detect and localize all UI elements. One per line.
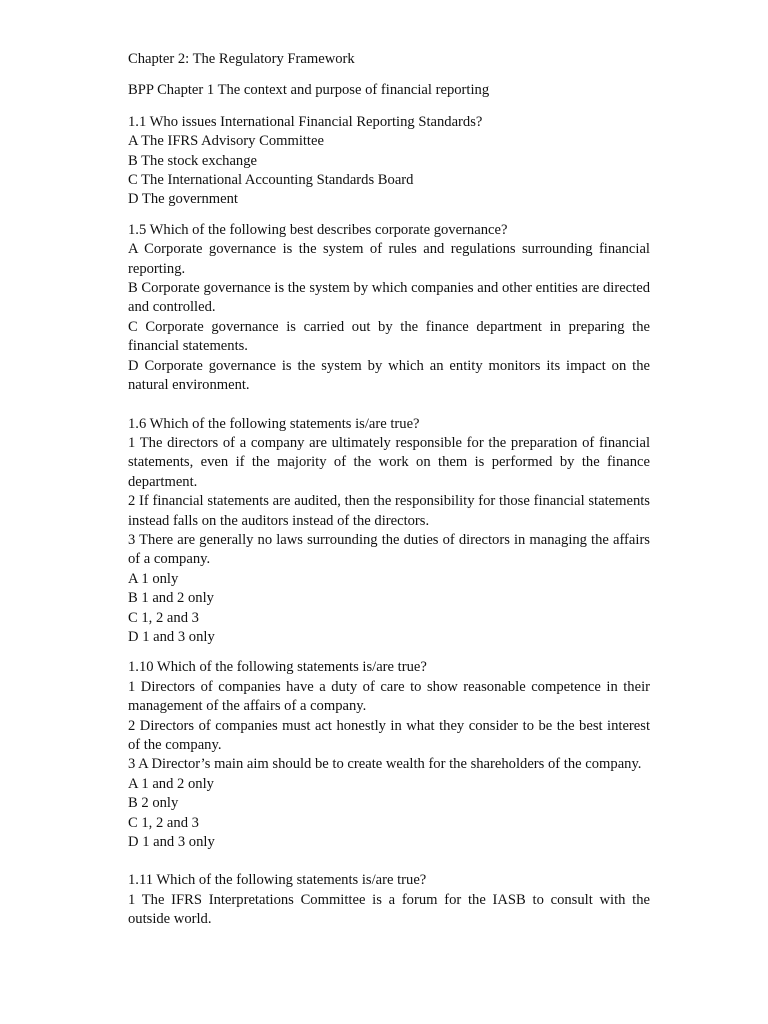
statement-2: 2 If financial statements are audited, then the responsibility for those financial statements instead falls on the auditors instead of the directors. [128,493,650,529]
question-text: 1.11 Which of the following statements is/are true? [128,872,427,889]
statement-3: 3 There are generally no laws surrounding the duties of directors in managing the affairs of a company. [128,531,650,568]
option-c: C Corporate governance is carried out by the finance department in preparing the financial statements. [128,318,650,355]
option-d: D 1 and 3 only [128,834,215,851]
question-1-1 [128,113,650,210]
chapter-title: Chapter 2: The Regulatory Framework [128,51,355,67]
statement-3: 3 A Director’s main aim should be to create wealth for the shareholders of the company. [128,756,642,773]
option-d: D The government [128,191,238,208]
option-b: B The stock exchange [128,152,258,169]
document-page [128,50,650,930]
question-1-5 [128,221,650,396]
statement-1: 1 The directors of a company are ultimately responsible for the preparation of financial statements, even if the majority of the work on them is performed by the finance department. [128,434,650,490]
option-c: C 1, 2 and 3 [128,814,199,831]
option-d: D Corporate governance is the system by which an entity monitors its impact on the natural environment. [128,357,650,394]
question-1-10 [128,658,650,852]
statement-1: 1 Directors of companies have a duty of care to show reasonable competence in their management of the affairs of a company. [128,678,650,715]
option-a: A Corporate governance is the system of rules and regulations surrounding financial reporting. [128,241,650,277]
question-1-6 [128,415,650,648]
option-d: D 1 and 3 only [128,628,215,645]
option-c: C 1, 2 and 3 [128,609,199,626]
statement-1: 1 The IFRS Interpretations Committee is a forum for the IASB to consult with the outside world. [128,891,650,928]
option-b: B 1 and 2 only [128,590,214,607]
statement-2: 2 Directors of companies must act honestly in what they consider to be the best interest of the company. [128,717,650,753]
option-b: B 2 only [128,795,179,812]
question-text: 1.5 Which of the following best describes corporate governance? [128,221,508,238]
subtitle: BPP Chapter 1 The context and purpose of financial reporting [128,82,490,99]
option-a: A The IFRS Advisory Committee [128,133,324,150]
question-1-11 [128,871,650,929]
question-text: 1.10 Which of the following statements is/are true? [128,659,427,676]
option-a: A 1 only [128,570,179,587]
option-b: B Corporate governance is the system by which companies and other entities are directed and controlled. [128,280,650,316]
option-a: A 1 and 2 only [128,775,214,792]
question-text: 1.6 Which of the following statements is/are true? [128,415,420,432]
question-text: 1.1 Who issues International Financial Reporting Standards? [128,113,483,130]
option-c: C The International Accounting Standards Board [128,172,414,189]
